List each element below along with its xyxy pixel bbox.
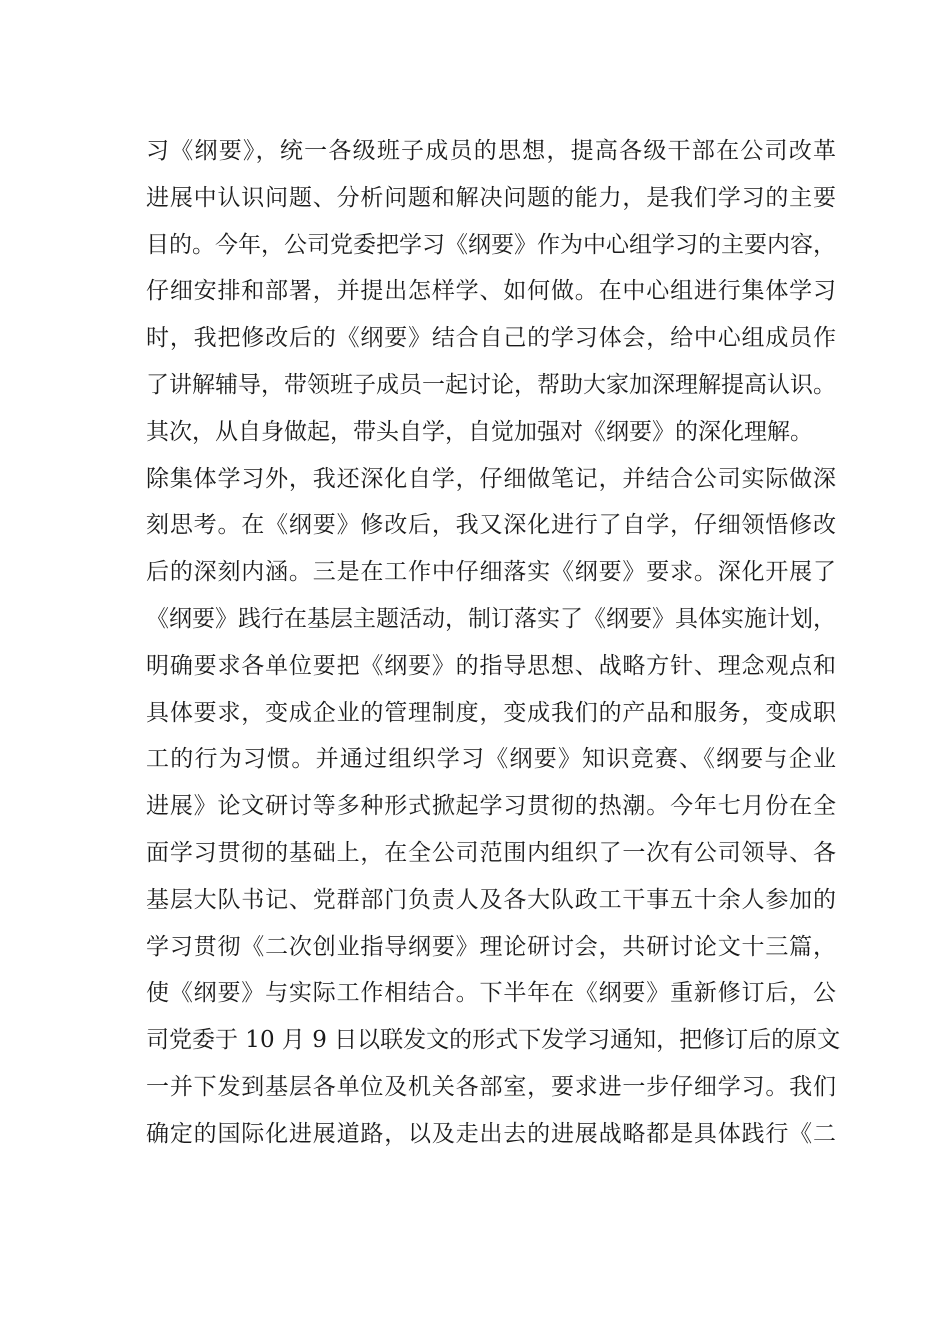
text-line: 进展中认识问题、分析问题和解决问题的能力，是我们学习的主要: [146, 184, 836, 211]
text-line: 具体要求，变成企业的管理制度，变成我们的产品和服务，变成职: [146, 699, 836, 726]
text-line: 一并下发到基层各单位及机关各部室，要求进一步仔细学习。我们: [146, 1073, 836, 1100]
text-line: 司党委于 10 月 9 日以联发文的形式下发学习通知，把修订后的原文: [146, 1027, 841, 1054]
body-text: [146, 128, 841, 1158]
text-line: 基层大队书记、党群部门负责人及各大队政工干事五十余人参加的: [146, 886, 836, 913]
text-line: 时，我把修改后的《纲要》结合自己的学习体会，给中心组成员作: [146, 325, 836, 352]
text-line: 其次，从自身做起，带头自学，自觉加强对《纲要》的深化理解。: [146, 418, 813, 445]
text-line: 使《纲要》与实际工作相结合。下半年在《纲要》重新修订后，公: [146, 980, 836, 1007]
text-line: 目的。今年，公司党委把学习《纲要》作为中心组学习的主要内容，: [146, 231, 836, 258]
text-line: 除集体学习外，我还深化自学，仔细做笔记，并结合公司实际做深: [146, 465, 836, 492]
text-line: 刻思考。在《纲要》修改后，我又深化进行了自学，仔细领悟修改: [146, 512, 836, 539]
text-line: 明确要求各单位要把《纲要》的指导思想、战略方针、理念观点和: [146, 652, 836, 679]
text-line: 了讲解辅导，带领班子成员一起讨论，帮助大家加深理解提高认识。: [146, 371, 836, 398]
text-line: 面学习贯彻的基础上，在全公司范围内组织了一次有公司领导、各: [146, 839, 836, 866]
text-line: 《纲要》践行在基层主题活动，制订落实了《纲要》具体实施计划，: [146, 605, 836, 632]
text-line: 工的行为习惯。并通过组织学习《纲要》知识竞赛、《纲要与企业: [146, 746, 836, 773]
text-line: 仔细安排和部署，并提出怎样学、如何做。在中心组进行集体学习: [146, 278, 836, 305]
text-line: 学习贯彻《二次创业指导纲要》理论研讨会，共研讨论文十三篇，: [146, 933, 836, 960]
text-line: 后的深刻内涵。三是在工作中仔细落实《纲要》要求。深化开展了: [146, 559, 836, 586]
text-line: 进展》论文研讨等多种形式掀起学习贯彻的热潮。今年七月份在全: [146, 793, 836, 820]
text-line: 习《纲要》，统一各级班子成员的思想，提高各级干部在公司改革: [146, 138, 836, 164]
text-line: 确定的国际化进展道路，以及走出去的进展战略都是具体践行《二: [146, 1120, 836, 1147]
